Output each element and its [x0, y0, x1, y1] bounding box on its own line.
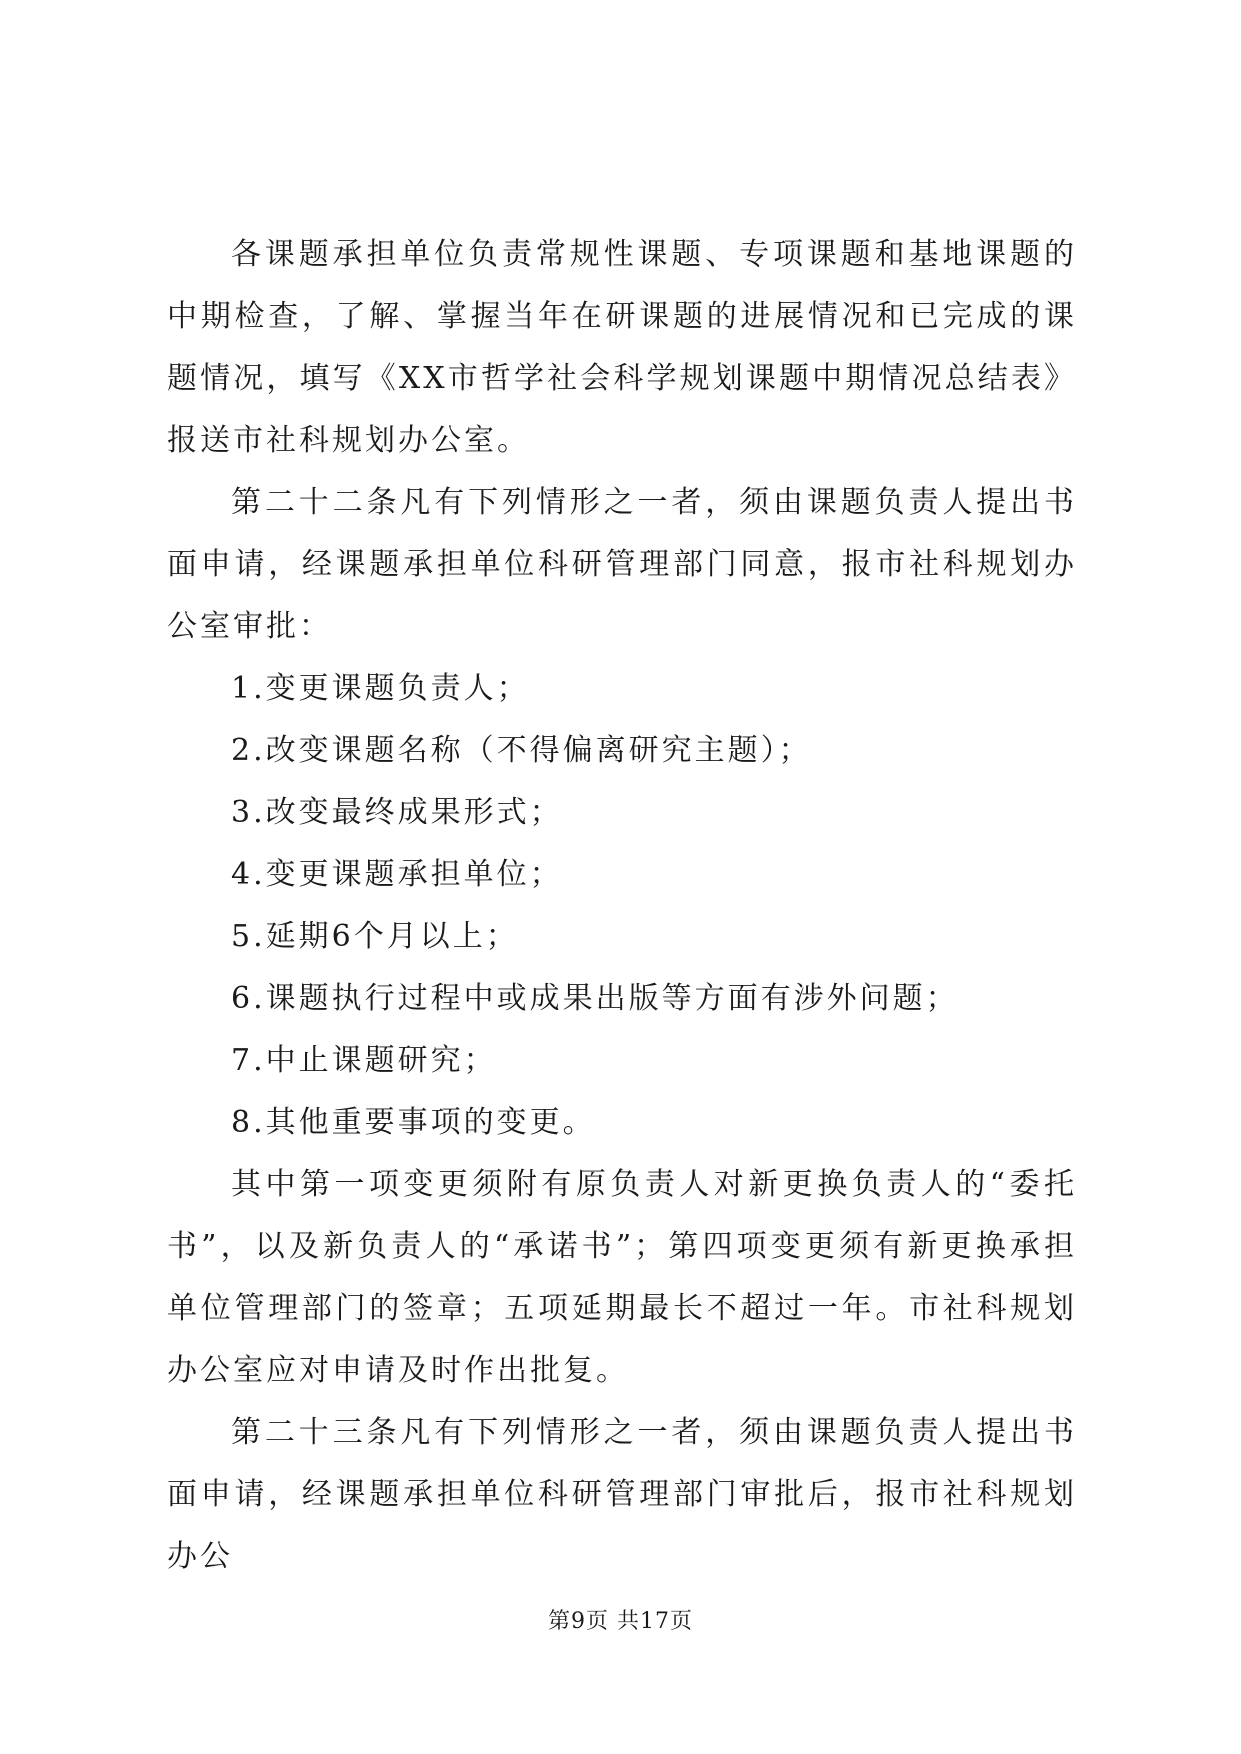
document-body: [167, 224, 1077, 1588]
list-item: 6.课题执行过程中或成果出版等方面有涉外问题；: [231, 981, 959, 1016]
list-item: 8.其他重要事项的变更。: [231, 1105, 596, 1140]
change-items-list: [167, 658, 1077, 1154]
list-item: 2.改变课题名称（不得偏离研究主题）；: [231, 733, 812, 768]
list-item: 4.变更课题承担单位；: [231, 857, 563, 892]
paragraph-article-22: 第二十二条凡有下列情形之一者，须由课题负责人提出书面申请，经课题承担单位科研管理部门同意，报市社科规划办公室审批：: [167, 485, 1077, 644]
paragraph-mid-term-check: 各课题承担单位负责常规性课题、专项课题和基地课题的中期检查，了解、掌握当年在研课题的进展情况和已完成的课题情况，填写《XX市哲学社会科学规划课题中期情况总结表》报送市社科规划办公室。: [167, 237, 1077, 458]
list-item: 3.改变最终成果形式；: [231, 795, 563, 830]
paragraph-article-23: 第二十三条凡有下列情形之一者，须由课题负责人提出书面申请，经课题承担单位科研管理部门审批后，报市社科规划办公: [167, 1415, 1077, 1574]
list-item: 7.中止课题研究；: [231, 1043, 497, 1078]
list-item: 5.延期6个月以上；: [231, 919, 519, 954]
paragraph-change-requirements: 其中第一项变更须附有原负责人对新更换负责人的“委托书”，以及新负责人的“承诺书”；第四项变更须有新更换承担单位管理部门的签章；五项延期最长不超过一年。市社科规划办公室应对申请及时作出批复。: [167, 1167, 1077, 1388]
list-item: 1.变更课题负责人；: [231, 671, 530, 706]
page-number: 第9页 共17页: [548, 1609, 693, 1634]
